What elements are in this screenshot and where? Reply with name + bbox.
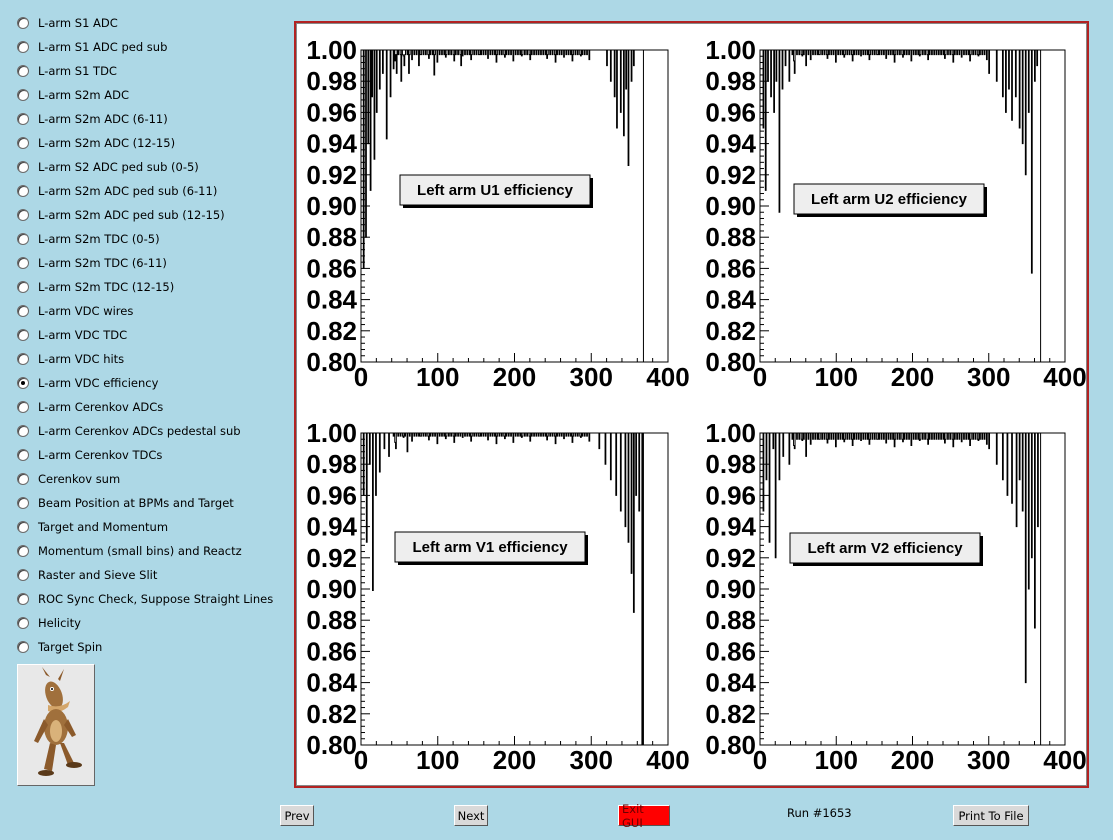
radio-item-label: L-arm S2m ADC <box>38 88 130 102</box>
radio-item-label: L-arm S1 ADC ped sub <box>38 40 168 54</box>
radio-unselected-icon[interactable] <box>17 137 29 149</box>
radio-unselected-icon[interactable] <box>17 113 29 125</box>
y-tick-label: 0.86 <box>306 253 357 284</box>
radio-item-label: Beam Position at BPMs and Target <box>38 496 234 510</box>
radio-item-label: L-arm VDC wires <box>38 304 134 318</box>
radio-item-label: L-arm S1 TDC <box>38 64 117 78</box>
radio-item[interactable] <box>17 205 225 225</box>
y-tick-label: 0.92 <box>306 542 357 573</box>
radio-item-label: L-arm S2 ADC ped sub (0-5) <box>38 160 199 174</box>
radio-unselected-icon[interactable] <box>17 545 29 557</box>
y-tick-label: 1.00 <box>306 35 357 65</box>
radio-item-label: L-arm Cerenkov ADCs <box>38 400 164 414</box>
radio-item[interactable] <box>17 133 175 153</box>
radio-item-label: Momentum (small bins) and Reactz <box>38 544 242 558</box>
radio-item[interactable] <box>17 469 120 489</box>
x-tick-label: 100 <box>814 745 858 775</box>
radio-item[interactable] <box>17 637 102 657</box>
sidebar-radio-list <box>0 0 290 700</box>
y-tick-label: 0.86 <box>705 253 756 284</box>
radio-item[interactable] <box>17 61 117 81</box>
y-tick-label: 0.82 <box>705 315 756 346</box>
x-tick-label: 400 <box>1043 745 1087 775</box>
y-tick-label: 0.84 <box>306 284 357 315</box>
y-tick-label: 0.96 <box>306 480 357 511</box>
radio-item[interactable] <box>17 589 273 609</box>
radio-item-label: Raster and Sieve Slit <box>38 568 158 582</box>
radio-unselected-icon[interactable] <box>17 569 29 581</box>
y-tick-label: 0.90 <box>705 574 756 604</box>
radio-item[interactable] <box>17 421 241 441</box>
radio-item[interactable] <box>17 109 168 129</box>
x-tick-label: 0 <box>752 745 768 775</box>
radio-item-label: L-arm VDC hits <box>38 352 125 366</box>
radio-item-label: L-arm S2m TDC (6-11) <box>38 256 167 270</box>
y-tick-label: 0.84 <box>705 667 756 698</box>
radio-selected-icon[interactable] <box>17 377 29 389</box>
radio-item[interactable] <box>17 157 199 177</box>
radio-item[interactable] <box>17 493 234 513</box>
radio-unselected-icon[interactable] <box>17 449 29 461</box>
radio-unselected-icon[interactable] <box>17 89 29 101</box>
x-tick-label: 300 <box>967 362 1011 392</box>
radio-unselected-icon[interactable] <box>17 425 29 437</box>
x-tick-label: 400 <box>646 362 690 392</box>
y-tick-label: 0.90 <box>306 191 357 221</box>
y-tick-label: 0.86 <box>306 636 357 667</box>
radio-unselected-icon[interactable] <box>17 65 29 77</box>
x-tick-label: 0 <box>353 745 369 775</box>
y-tick-label: 0.88 <box>705 222 756 253</box>
y-tick-label: 1.00 <box>705 35 756 65</box>
radio-unselected-icon[interactable] <box>17 473 29 485</box>
y-tick-label: 0.84 <box>705 284 756 315</box>
radio-item[interactable] <box>17 277 174 297</box>
y-tick-label: 0.94 <box>306 511 357 542</box>
run-number-label: Run #1653 <box>787 806 852 820</box>
y-tick-label: 0.80 <box>705 730 756 760</box>
chart-panel-3 <box>306 418 689 775</box>
radio-unselected-icon[interactable] <box>17 353 29 365</box>
radio-unselected-icon[interactable] <box>17 305 29 317</box>
radio-item-label: L-arm S2m TDC (12-15) <box>38 280 175 294</box>
y-tick-label: 0.98 <box>306 449 357 480</box>
x-tick-label: 300 <box>569 362 613 392</box>
y-tick-label: 0.80 <box>306 347 357 377</box>
radio-item-label: Target and Momentum <box>38 520 169 534</box>
y-tick-label: 1.00 <box>705 418 756 448</box>
y-tick-label: 0.82 <box>306 315 357 346</box>
radio-item[interactable] <box>17 13 118 33</box>
radio-item[interactable] <box>17 565 157 585</box>
x-tick-label: 100 <box>814 362 858 392</box>
x-tick-label: 0 <box>353 362 369 392</box>
y-tick-label: 0.98 <box>705 66 756 97</box>
y-tick-label: 0.96 <box>306 97 357 128</box>
x-tick-label: 100 <box>416 745 460 775</box>
radio-item[interactable] <box>17 349 124 369</box>
y-tick-label: 0.88 <box>705 605 756 636</box>
y-tick-label: 1.00 <box>306 418 357 448</box>
radio-item[interactable] <box>17 373 158 393</box>
y-tick-label: 0.96 <box>705 480 756 511</box>
radio-item[interactable] <box>17 85 129 105</box>
radio-item-label: L-arm Cerenkov TDCs <box>38 448 163 462</box>
radio-item-label: Helicity <box>38 616 81 630</box>
radio-item-label: L-arm VDC efficiency <box>38 376 159 390</box>
radio-unselected-icon[interactable] <box>17 233 29 245</box>
x-tick-label: 100 <box>416 362 460 392</box>
y-tick-label: 0.90 <box>306 574 357 604</box>
radio-item[interactable] <box>17 181 217 201</box>
y-tick-label: 0.90 <box>705 191 756 221</box>
x-tick-label: 0 <box>752 362 768 392</box>
radio-unselected-icon[interactable] <box>17 281 29 293</box>
x-tick-label: 300 <box>569 745 613 775</box>
prev-button[interactable]: Prev <box>280 805 314 826</box>
radio-item-label: Cerenkov sum <box>38 472 121 486</box>
radio-item-label: L-arm VDC TDC <box>38 328 128 342</box>
radio-item[interactable] <box>17 445 162 465</box>
radio-item[interactable] <box>17 37 167 57</box>
x-tick-label: 200 <box>492 745 537 775</box>
y-tick-label: 0.98 <box>705 449 756 480</box>
radio-item[interactable] <box>17 517 168 537</box>
y-tick-label: 0.94 <box>705 511 756 542</box>
radio-item-label: L-arm Cerenkov ADCs pedestal sub <box>38 424 241 438</box>
radio-item[interactable] <box>17 229 160 249</box>
x-tick-label: 200 <box>890 362 935 392</box>
print-to-file-button[interactable]: Print To File <box>953 805 1029 826</box>
x-tick-label: 300 <box>967 745 1011 775</box>
radio-item[interactable] <box>17 613 81 633</box>
y-tick-label: 0.86 <box>705 636 756 667</box>
coyote-mascot-image[interactable] <box>17 664 95 786</box>
radio-unselected-icon[interactable] <box>17 401 29 413</box>
chart-title: Left arm U1 efficiency <box>417 182 573 199</box>
radio-unselected-icon[interactable] <box>17 161 29 173</box>
y-tick-label: 0.92 <box>306 159 357 190</box>
chart-title: Left arm V1 efficiency <box>412 539 568 556</box>
chart-panel-4 <box>705 418 1086 775</box>
chart-title: Left arm U2 efficiency <box>811 191 967 208</box>
y-tick-label: 0.82 <box>306 698 357 729</box>
x-tick-label: 200 <box>492 362 537 392</box>
y-tick-label: 0.84 <box>306 667 357 698</box>
next-button[interactable]: Next <box>454 805 488 826</box>
radio-unselected-icon[interactable] <box>17 329 29 341</box>
radio-unselected-icon[interactable] <box>17 257 29 269</box>
plot-canvas[interactable] <box>294 21 1089 788</box>
x-tick-label: 400 <box>646 745 690 775</box>
radio-item-label: L-arm S2m ADC (6-11) <box>38 112 168 126</box>
chart-title: Left arm V2 efficiency <box>807 540 963 557</box>
radio-item-label: L-arm S2m ADC ped sub (12-15) <box>38 208 225 222</box>
radio-item[interactable] <box>17 253 167 273</box>
y-tick-label: 0.80 <box>705 347 756 377</box>
radio-unselected-icon[interactable] <box>17 497 29 509</box>
y-tick-label: 0.88 <box>306 605 357 636</box>
radio-unselected-icon[interactable] <box>17 617 29 629</box>
y-tick-label: 0.88 <box>306 222 357 253</box>
y-tick-label: 0.98 <box>306 66 357 97</box>
y-tick-label: 0.96 <box>705 97 756 128</box>
y-tick-label: 0.92 <box>705 542 756 573</box>
exit-gui-button[interactable]: Exit GUI <box>618 805 670 826</box>
x-tick-label: 200 <box>890 745 935 775</box>
radio-item-label: L-arm S2m ADC (12-15) <box>38 136 176 150</box>
radio-item[interactable] <box>17 301 133 321</box>
chart-panel-2 <box>705 35 1086 392</box>
radio-item-label: L-arm S2m ADC ped sub (6-11) <box>38 184 218 198</box>
radio-item[interactable] <box>17 397 163 417</box>
radio-item-label: L-arm S1 ADC <box>38 16 118 30</box>
radio-item-label: ROC Sync Check, Suppose Straight Lines <box>38 592 274 606</box>
radio-unselected-icon[interactable] <box>17 41 29 53</box>
plot-area <box>361 433 668 745</box>
radio-unselected-icon[interactable] <box>17 209 29 221</box>
radio-unselected-icon[interactable] <box>17 521 29 533</box>
radio-unselected-icon[interactable] <box>17 641 29 653</box>
chart-panel-1 <box>306 35 689 392</box>
radio-item-label: L-arm S2m TDC (0-5) <box>38 232 160 246</box>
radio-item[interactable] <box>17 541 242 561</box>
radio-item-label: Target Spin <box>38 640 103 654</box>
y-tick-label: 0.94 <box>306 128 357 159</box>
x-tick-label: 400 <box>1043 362 1087 392</box>
radio-item[interactable] <box>17 325 127 345</box>
y-tick-label: 0.94 <box>705 128 756 159</box>
radio-unselected-icon[interactable] <box>17 593 29 605</box>
y-tick-label: 0.80 <box>306 730 357 760</box>
radio-unselected-icon[interactable] <box>17 185 29 197</box>
radio-unselected-icon[interactable] <box>17 17 29 29</box>
efficiency-plots <box>296 23 1091 790</box>
y-tick-label: 0.92 <box>705 159 756 190</box>
y-tick-label: 0.82 <box>705 698 756 729</box>
